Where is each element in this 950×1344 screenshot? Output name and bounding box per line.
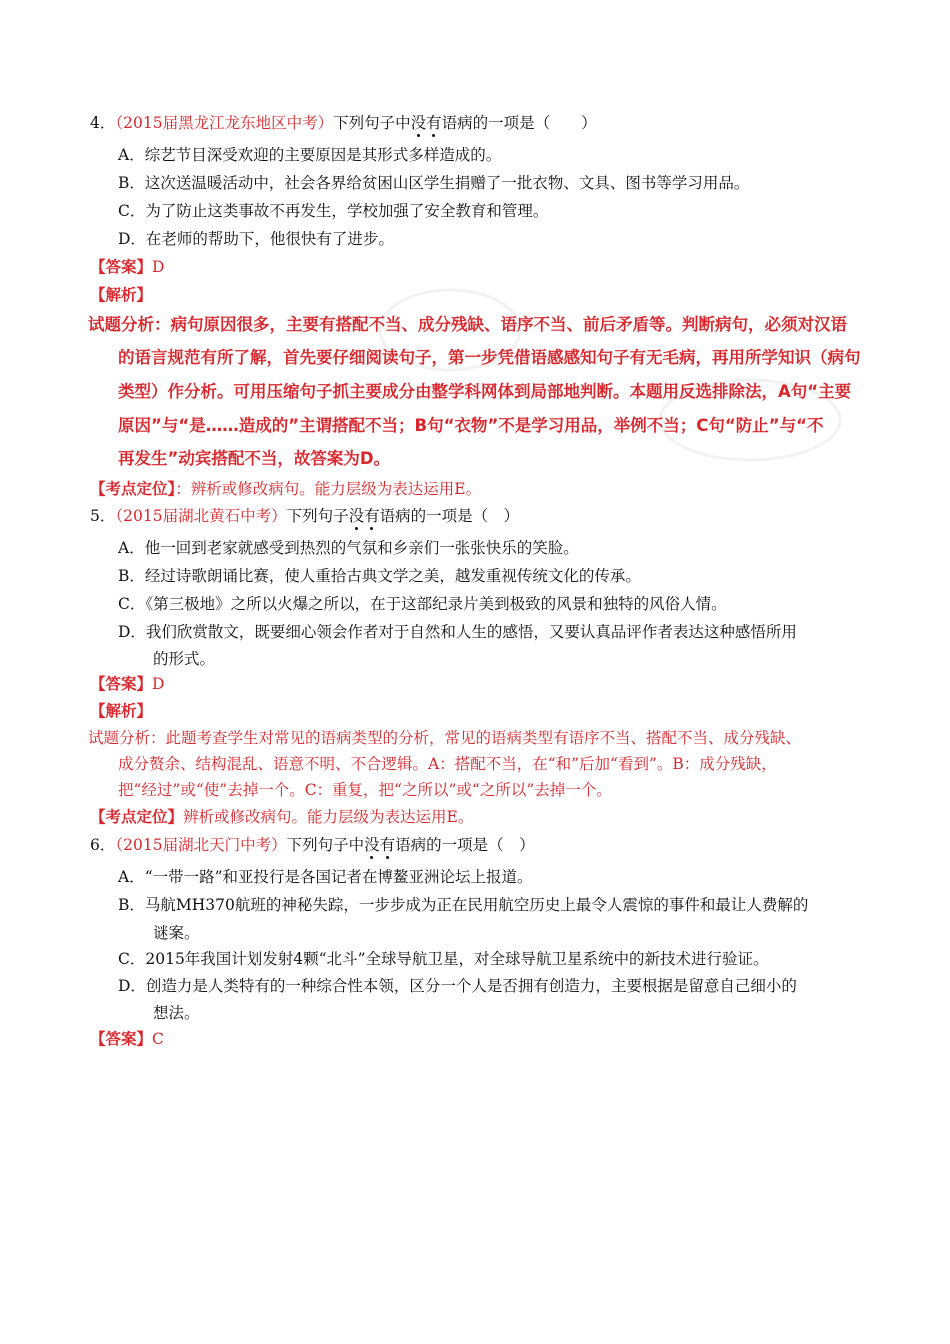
q5-answer-value: D	[152, 675, 165, 693]
q4-analysis-line-4: 原因”与“是……造成的”主谓搭配不当；B句“衣物”不是学习用品，举例不当；C句“防止”与“不	[118, 416, 824, 435]
q6-stem-emphasis-1: 没	[364, 836, 380, 854]
q6-answer-label: 【答案】	[90, 1029, 153, 1048]
q4-stem-emphasis-2: 有	[426, 114, 442, 132]
q6-stem-before: 下列句子中	[286, 836, 365, 854]
q4-answer-label: 【答案】	[90, 257, 153, 276]
q5-option-d: D．我们欣赏散文，既要细心领会作者对于自然和人生的感悟，又要认真品评作者表达这种感悟所用	[118, 623, 797, 641]
q5-analysis-line-3: 把“经过”或“使”去掉一个。C：重复，把“之所以”或“之所以”去掉一个。	[118, 781, 612, 799]
q5-stem-before: 下列句子	[286, 507, 349, 525]
q4-point	[90, 478, 481, 500]
q4-option-d: D．在老师的帮助下，他很快有了进步。	[118, 230, 394, 248]
q5-option-b: B．经过诗歌朗诵比赛，使人重拾古典文学之美，越发重视传统文化的传承。	[118, 567, 641, 585]
q6-option-b: B．马航MH370航班的神秘失踪，一步步成为正在民用航空历史上最令人震惊的事件和最让人费解的	[118, 896, 809, 914]
q4-point-text: ：辨析或修改病句。能力层级为表达运用E。	[175, 480, 482, 498]
q5-stem-emphasis-2: 有	[364, 507, 380, 525]
q4-analysis-line-5: 再发生”动宾搭配不当，故答案为D。	[118, 449, 391, 468]
q4-answer	[90, 256, 164, 278]
q4-stem	[90, 112, 597, 134]
q5-answer	[90, 673, 164, 695]
q5-option-c: C．《第三极地》之所以火爆之所以，在于这部纪录片美到极致的风景和独特的风俗人情。	[118, 595, 727, 613]
q5-analysis-line-2: 成分赘余、结构混乱、语意不明、不合逻辑。A：搭配不当，在“和”后加“看到”。B：成分残缺，	[118, 755, 777, 773]
q6-answer-value: C	[152, 1030, 164, 1048]
q5-point-label: 【考点定位】	[90, 807, 184, 826]
q4-stem-before: 下列句子中	[333, 114, 411, 132]
q5-stem-emphasis-1: 没	[348, 507, 365, 525]
q5-option-d-continued: 的形式。	[153, 650, 216, 668]
q4-analysis-line-3: 类型）作分析。可用压缩句子抓主要成分由整学科网体到局部地判断。本题用反选排除法，A句“主要	[118, 382, 852, 401]
q6-stem	[90, 834, 535, 856]
q6-stem-after: 语病的一项是（ ）	[395, 836, 535, 854]
q4-number: 4．	[90, 114, 116, 132]
q6-option-d: D．创造力是人类特有的一种综合性本领，区分一个人是否拥有创造力，主要根据是留意自己细小的	[118, 977, 797, 995]
q5-point-text: 辨析或修改病句。能力层级为表达运用E。	[183, 808, 474, 826]
q4-option-a: A．综艺节目深受欢迎的主要原因是其形式多样造成的。	[118, 146, 502, 164]
q5-answer-label: 【答案】	[90, 674, 153, 693]
q4-analysis-line-2: 的语言规范有所了解，首先要仔细阅读句子，第一步凭借语感感知句子有无毛病，再用所学知识（病句	[118, 348, 861, 367]
q4-analysis-label: 【解析】	[90, 285, 153, 304]
q6-answer	[90, 1028, 164, 1050]
q4-point-label: 【考点定位】	[90, 479, 176, 498]
q6-stem-emphasis-2: 有	[379, 836, 396, 854]
q6-option-d-continued: 想法。	[153, 1004, 200, 1022]
q4-option-b: B．这次送温暖活动中，社会各界给贫困山区学生捐赠了一批衣物、文具、图书等学习用品。	[118, 174, 750, 192]
q5-point	[90, 806, 473, 828]
q4-source: （2015届黑龙江龙东地区中考）	[115, 114, 334, 132]
q4-option-c: C．为了防止这类事故不再发生，学校加强了安全教育和管理。	[118, 202, 549, 220]
q6-source: （2015届湖北天门中考）	[115, 836, 287, 854]
q5-analysis-label: 【解析】	[90, 701, 153, 720]
q6-option-c: C．2015年我国计划发射4颗“北斗”全球导航卫星，对全球导航卫星系统中的新技术进行验证。	[118, 950, 769, 968]
q6-option-b-continued: 谜案。	[153, 924, 200, 942]
q6-option-a: A．“一带一路”和亚投行是各国记者在博鳌亚洲论坛上报道。	[118, 868, 533, 886]
q4-stem-after: 语病的一项是（ ）	[441, 114, 597, 132]
watermark-logo	[330, 270, 890, 470]
q5-option-a: A．他一回到老家就感受到热烈的气氛和乡亲们一张张快乐的笑脸。	[118, 539, 579, 557]
q4-answer-value: D	[152, 258, 165, 276]
q6-number: 6．	[90, 836, 116, 854]
q5-source: （2015届湖北黄石中考）	[115, 507, 287, 525]
q5-stem-after: 语病的一项是（ ）	[379, 507, 520, 525]
q5-number: 5．	[90, 507, 116, 525]
q5-stem	[90, 505, 519, 527]
q5-analysis-line-1: 试题分析：此题考查学生对常见的语病类型的分析，常见的语病类型有语序不当、搭配不当、成分残缺、	[88, 729, 802, 747]
q4-analysis-line-1: 试题分析：病句原因很多，主要有搭配不当、成分残缺、语序不当、前后矛盾等。判断病句，必须对汉语	[88, 315, 847, 334]
q4-stem-emphasis-1: 没	[410, 114, 427, 132]
